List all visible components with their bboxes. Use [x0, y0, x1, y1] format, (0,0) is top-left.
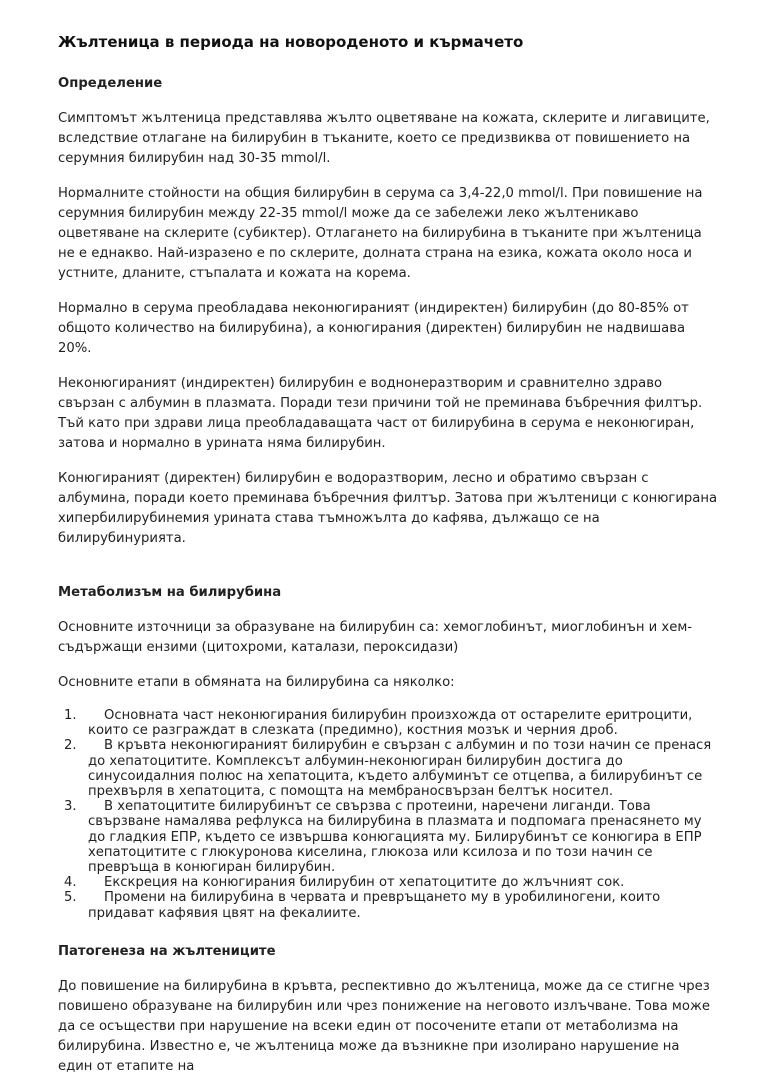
paragraph: До повишение на билирубина в кръвта, респективно до жълтеница, може да се стигне чрез повишено образуване на билирубин или чрез понижение на неговото излъчване. Това може да се осъществи при нарушение на всеки един от посочените етапи от метаболизма на билирубина. Известно е, че жълтеница може да възникне при изолирано нарушение на един от етапите на [58, 978, 710, 1074]
list-item-text: Основната част неконюгирания билирубин произхожда от остарелите еритроцити, които се разграждат в слезката (предимно), костния мозък и черния дроб. [88, 708, 693, 739]
list-item [58, 890, 718, 920]
list-item-text: В кръвта неконюгираният билирубин е свързан с албумин и по този начин се пренася до хепатоцитите. Комплексът албумин-неконюгиран билирубин достига до синусоидалния полюс на хепатоцита, където албуминът се отцепва, а билирубинът се прехвърля в хепатоцита, с помощта на мембраносвързан белтък носител. [88, 738, 712, 800]
list-item-text: Екскреция на конюгирания билирубин от хепатоцитите до жлъчният сок. [104, 875, 625, 891]
paragraph: Основните етапи в обмяната на билирубина са няколко: [58, 675, 455, 690]
section-heading: Патогенеза на жълтениците [58, 943, 276, 959]
paragraph: Конюгираният (директен) билирубин е водоразтворим, лесно и обратимо свързан с албумина, поради което преминава бъбречния филтър. Затова при жълтеници с конюгирана хипербилирубинемия урината става тъмножълта до кафява, дължащо се на билирубинурията. [58, 471, 718, 546]
section-definition [58, 74, 718, 549]
list-item [58, 875, 718, 890]
document-page [58, 30, 718, 1092]
paragraph: Нормално в серума преобладава неконюгираният (индиректен) билирубин (до 80-85% от общото количество на билирубина), а конюгирания (директен) билирубин не надвишава 20%. [58, 301, 689, 356]
paragraph: Симптомът жълтеница представлява жълто оцветяване на кожата, склерите и лигавиците, вследствие отлагане на билирубин в тъканите, което се предизвиква от повишението на серумния билирубин над 30-35 mmol/l. [58, 111, 710, 166]
paragraph: Нормалните стойности на общия билирубин в серума са 3,4-22,0 mmol/l. При повишение на серумния билирубин между 22-35 mmol/l може да се забележи леко жълтеникаво оцветяване на склерите (субиктер). Отлагането на билирубина в тъканите при жълтеница не е еднакво. Най-изразено е по склерите, долната страна на езика, кожата около носа и устните, дланите, стъпалата и кожата на корема. [58, 186, 703, 281]
list-item-text: Промени на билирубина в червата и превръщането му в уробилиногени, които придават кафявия цвят на фекалиите. [88, 890, 661, 921]
section-heading: Определение [58, 76, 163, 91]
list-item-number: 5. [64, 890, 77, 906]
list-item-number: 3. [64, 799, 77, 815]
document-title: Жълтеница в периода на новороденото и кърмачето [58, 33, 524, 51]
list-item-number: 1. [64, 708, 77, 723]
metabolism-steps-list [58, 708, 718, 921]
list-item-text: В хепатоцитите билирубинът се свързва с протеини, наречени лиганди. Това свързване намалява рефлукса на билирубина в плазмата и подпомага пренасянето му до гладкия ЕПР, където се извършва конюгацията му. Билирубинът се конюгира в ЕПР хепатоцитите с глюкуронова киселина, глюкоза или ксилоза и по този начин се превръща в конюгиран билирубин. [88, 799, 702, 876]
section-heading: Метаболизъм на билирубина [58, 585, 282, 600]
paragraph: Основните източници за образуване на билирубин са: хемоглобинът, миоглобинън и хем-съдържащи ензими (цитохроми, каталази, пероксидази) [58, 620, 693, 655]
section-pathogenesis [58, 942, 718, 1077]
section-metabolism [58, 583, 718, 921]
list-item-number: 2. [64, 738, 77, 754]
paragraph: Неконюгираният (индиректен) билирубин е воднонеразтворим и сравнително здраво свързан с албумин в плазмата. Поради тези причини той не преминава бъбречния филтър. Тъй като при здрави лица преобладаващата част от билирубина в серума е неконюгиран, затова и нормално в урината няма билирубин. [58, 376, 703, 451]
list-item [58, 799, 718, 875]
list-item [58, 738, 718, 799]
list-item-number: 4. [64, 875, 77, 891]
list-item [58, 708, 718, 738]
